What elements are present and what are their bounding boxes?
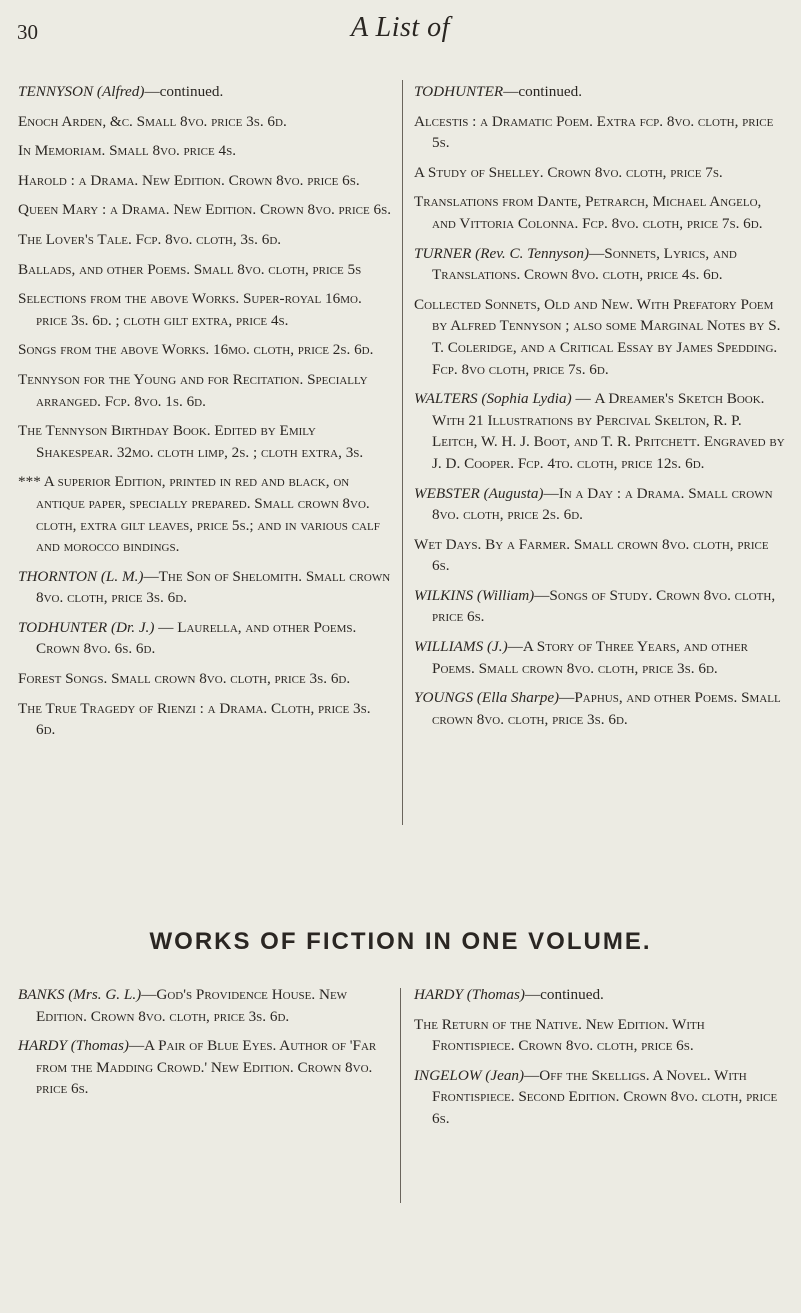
entry-text: God's Providence House. New Edition. Crown 8vo. cloth, price 3s. 6d. — [36, 986, 348, 1025]
entry-text: Harold : a Drama. New Edition. Crown 8vo. price 6s. — [18, 171, 360, 189]
entry-text: In Memoriam. Small 8vo. price 4s. — [18, 142, 237, 160]
catalogue-entry — [414, 111, 786, 154]
entry-text: Enoch Arden, &c. Small 8vo. price 3s. 6d. — [18, 112, 287, 130]
entry-text: A Dreamer's Sketch Book. With 21 Illustrations by Percival Skelton, R. P. Leitch, W. H. J. Boot, and T. R. Pritchett. Engraved by J. D. Cooper. Fcp. 4to. cloth, price 12s. 6d. — [432, 390, 785, 472]
catalogue-entry — [414, 294, 786, 380]
catalogue-entry — [414, 687, 786, 730]
author-heading: TENNYSON (Alfred) — [18, 83, 145, 100]
catalogue-entry — [414, 636, 786, 679]
catalogue-entry — [18, 81, 392, 103]
heading-suffix: — — [507, 638, 523, 656]
author-heading: WILKINS (William) — [414, 586, 535, 604]
heading-suffix: — — [589, 244, 605, 262]
entry-text: Selections from the above Works. Super-royal 16mo. price 3s. 6d. ; cloth gilt extra, price 4s. — [18, 290, 362, 329]
author-heading: WALTERS (Sophia Lydia) — [414, 390, 572, 408]
catalogue-entry — [18, 229, 392, 251]
catalogue-entry — [18, 420, 392, 463]
entry-text: A Story of Three Years, and other Poems. Small crown 8vo. cloth, price 3s. 6d. — [432, 638, 748, 677]
entry-text: In a Day : a Drama. Small crown 8vo. cloth, price 2s. 6d. — [432, 484, 773, 524]
right-column — [414, 81, 786, 738]
entry-text: Wet Days. By a Farmer. Small crown 8vo. cloth, price 6s. — [414, 535, 769, 575]
author-heading: BANKS (Mrs. G. L.) — [18, 986, 142, 1003]
entry-text: Sonnets, Lyrics, and Translations. Crown 8vo. cloth, price 4s. 6d. — [432, 244, 737, 284]
author-heading: TODHUNTER (Dr. J.) — [18, 618, 155, 636]
entry-text: Off the Skelligs. A Novel. With Frontispiece. Second Edition. Crown 8vo. cloth, price 6s. — [432, 1066, 778, 1127]
entry-text: Alcestis : a Dramatic Poem. Extra fcp. 8vo. cloth, price 5s. — [414, 112, 774, 152]
author-heading: HARDY (Thomas) — [18, 1037, 129, 1055]
entry-text: Ballads, and other Poems. Small 8vo. cloth, price 5s — [18, 260, 362, 278]
fiction-right-column — [414, 984, 786, 1138]
heading-suffix: — — [141, 986, 157, 1003]
entry-text: Queen Mary : a Drama. New Edition. Crown 8vo. price 6s. — [18, 201, 392, 219]
author-heading: WILLIAMS (J.) — [414, 638, 508, 656]
entry-text: Paphus, and other Poems. Small crown 8vo. cloth, price 3s. 6d. — [432, 689, 781, 728]
author-heading: YOUNGS (Ella Sharpe) — [414, 689, 560, 707]
catalogue-entry — [18, 170, 392, 192]
section-title: WORKS OF FICTION IN ONE VOLUME. — [149, 928, 652, 955]
author-heading: HARDY (Thomas) — [414, 986, 525, 1003]
entry-text: Tennyson for the Young and for Recitation. Specially arranged. Fcp. 8vo. 1s. 6d. — [18, 370, 368, 410]
author-heading: TODHUNTER — [414, 83, 504, 100]
heading-suffix: — — [154, 618, 178, 636]
catalogue-entry — [18, 369, 392, 412]
catalogue-entry — [18, 111, 392, 133]
catalogue-entry — [414, 585, 786, 628]
entry-text: The Return of the Native. New Edition. With Frontispiece. Crown 8vo. cloth, price 6s. — [414, 1015, 705, 1055]
catalogue-entry — [18, 984, 392, 1027]
catalogue-entry — [18, 288, 392, 331]
entry-text: A Study of Shelley. Crown 8vo. cloth, price 7s. — [414, 163, 723, 181]
catalogue-entry — [414, 81, 786, 103]
entry-text: *** A superior Edition, printed in red and black, on antique paper, specially prepared. Small crown 8vo. cloth, extra gilt leaves, price 5s.; and in various calf and morocco bindings. — [18, 473, 380, 556]
heading-suffix: —continued. — [524, 986, 604, 1003]
heading-suffix: — — [524, 1066, 540, 1084]
catalogue-entry — [414, 191, 786, 234]
heading-suffix: — — [534, 586, 550, 604]
author-heading: TURNER (Rev. C. Tennyson) — [414, 244, 590, 262]
heading-suffix: — — [128, 1037, 145, 1055]
catalogue-entry — [414, 534, 786, 577]
heading-suffix: — — [143, 567, 159, 585]
catalogue-entry — [18, 1035, 392, 1100]
heading-suffix: —continued. — [144, 83, 224, 100]
heading-suffix: — — [543, 484, 559, 502]
author-heading: THORNTON (L. M.) — [18, 567, 144, 585]
catalogue-entry — [414, 243, 786, 286]
heading-suffix: — — [559, 689, 575, 707]
catalogue-entry — [18, 259, 392, 281]
catalogue-entry — [414, 162, 786, 184]
entry-text: Songs from the above Works. 16mo. cloth, price 2s. 6d. — [18, 341, 374, 359]
entry-text: The Tennyson Birthday Book. Edited by Emily Shakespear. 32mo. cloth limp, 2s. ; cloth extra, 3s. — [18, 422, 364, 461]
catalogue-entry — [18, 471, 392, 557]
catalogue-entry — [18, 339, 392, 361]
author-heading: WEBSTER (Augusta) — [414, 484, 544, 502]
catalogue-entry — [18, 668, 392, 690]
catalogue-entry — [18, 698, 392, 741]
catalogue-entry — [18, 617, 392, 660]
catalogue-entry — [414, 1065, 786, 1130]
entry-text: Songs of Study. Crown 8vo. cloth, price 6s. — [432, 586, 776, 626]
entry-text: Laurella, and other Poems. Crown 8vo. 6s. 6d. — [36, 618, 357, 658]
author-heading: INGELOW (Jean) — [414, 1066, 525, 1084]
entry-text: The Son of Shelomith. Small crown 8vo. cloth, price 3s. 6d. — [36, 567, 391, 607]
entry-text: A Pair of Blue Eyes. Author of 'Far from the Madding Crowd.' New Edition. Crown 8vo. price 6s. — [36, 1037, 377, 1098]
catalogue-entry — [18, 566, 392, 609]
catalogue-entry — [18, 199, 392, 221]
catalogue-entry — [414, 984, 786, 1006]
entry-text: Forest Songs. Small crown 8vo. cloth, price 3s. 6d. — [18, 670, 351, 688]
catalogue-entry — [414, 483, 786, 526]
entry-text: Translations from Dante, Petrarch, Michael Angelo, and Vittoria Colonna. Fcp. 8vo. cloth, price 7s. 6d. — [414, 193, 763, 232]
heading-suffix: —continued. — [503, 83, 583, 100]
heading-suffix: — — [571, 390, 595, 408]
catalogue-entry — [18, 140, 392, 162]
catalogue-entry — [414, 1014, 786, 1057]
left-column — [18, 81, 392, 749]
running-head: A List of — [351, 12, 450, 43]
entry-text: Collected Sonnets, Old and New. With Prefatory Poem by Alfred Tennyson ; also some Marginal Notes by S. T. Coleridge, and a Critical Essay by James Spedding. Fcp. 8vo cloth, price 7s. 6d. — [414, 295, 781, 378]
fiction-left-column — [18, 984, 392, 1108]
entry-text: The Lover's Tale. Fcp. 8vo. cloth, 3s. 6d. — [18, 230, 282, 248]
fiction-column-divider — [400, 988, 401, 1203]
column-divider — [402, 80, 403, 825]
catalogue-entry — [414, 388, 786, 474]
page-number: 30 — [17, 20, 38, 44]
entry-text: The True Tragedy of Rienzi : a Drama. Cloth, price 3s. 6d. — [18, 699, 371, 739]
